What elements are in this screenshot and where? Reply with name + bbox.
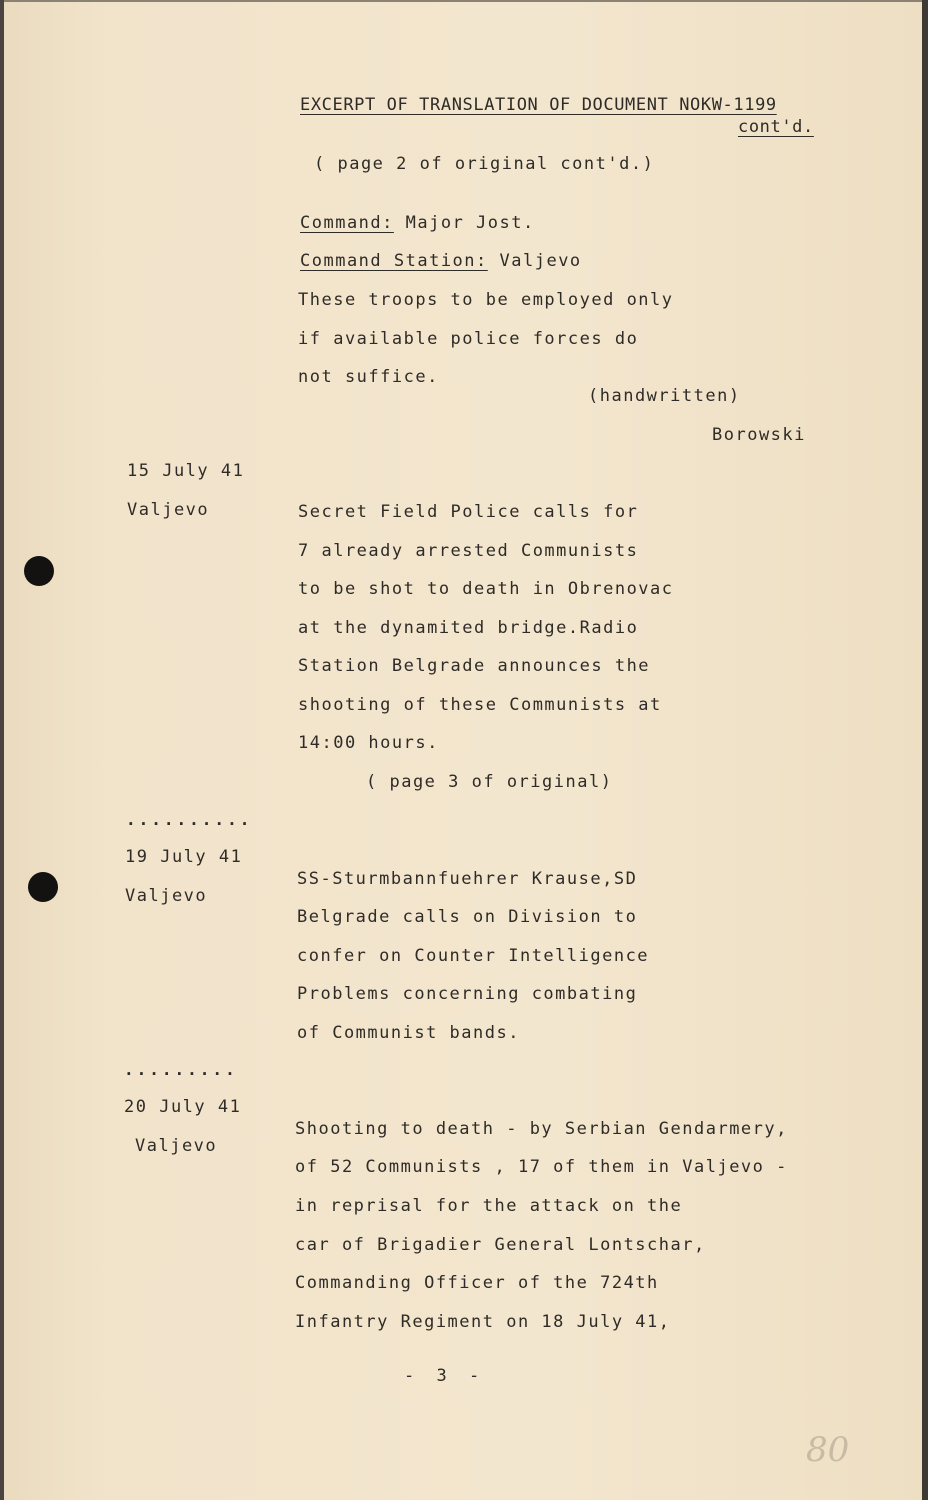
entry-date: 20 July 41 <box>124 1097 242 1117</box>
entry-line: 7 already arrested Communists <box>298 541 639 561</box>
entry-line: confer on Counter Intelligence <box>297 946 650 966</box>
punch-hole-lower <box>28 872 58 902</box>
punch-hole-upper <box>24 556 54 586</box>
entry-place: Valjevo <box>125 886 208 906</box>
command-station-value: Valjevo <box>499 251 582 271</box>
handwritten-note: (handwritten) <box>588 386 741 406</box>
entry-date: 19 July 41 <box>125 847 243 867</box>
command-value: Major Jost. <box>405 213 535 233</box>
entry-line: Belgrade calls on Division to <box>297 907 638 927</box>
entry-line: Shooting to death - by Serbian Gendarmery, <box>295 1119 788 1139</box>
entry-place: Valjevo <box>127 500 210 520</box>
command-line <box>300 213 535 233</box>
entry-line: at the dynamited bridge.Radio <box>298 618 639 638</box>
entry-line: Commanding Officer of the 724th <box>295 1273 659 1293</box>
page-top-edge <box>0 0 928 2</box>
document-title-cont: cont'd. <box>738 117 814 137</box>
signature-name: Borowski <box>712 425 806 445</box>
handwritten-page-number: 80 <box>806 1430 850 1470</box>
entry-line: car of Brigadier General Lontschar, <box>295 1235 706 1255</box>
page-number: - 3 - <box>404 1366 486 1386</box>
entry-line: of Communist bands. <box>297 1023 520 1043</box>
entry-place: Valjevo <box>135 1136 218 1156</box>
entry-line: SS-Sturmbannfuehrer Krause,SD <box>297 869 638 889</box>
entry-line: of 52 Communists , 17 of them in Valjevo - <box>295 1157 788 1177</box>
page-left-edge <box>0 0 4 1500</box>
entry-line: Station Belgrade announces the <box>298 656 651 676</box>
troops-line-1: These troops to be employed only <box>298 290 674 310</box>
entry-date: 15 July 41 <box>127 461 245 481</box>
separator-dots: ......... <box>124 1060 238 1079</box>
entry-line: 14:00 hours. <box>298 733 439 753</box>
entry-line: shooting of these Communists at <box>298 695 662 715</box>
command-station-label: Command Station: <box>300 251 488 271</box>
page-note: ( page 2 of original cont'd.) <box>314 154 655 174</box>
separator-dots: .......... <box>126 810 253 829</box>
entry-line: in reprisal for the attack on the <box>295 1196 683 1216</box>
troops-line-3: not suffice. <box>298 367 439 387</box>
command-station-line <box>300 251 582 271</box>
page-right-edge <box>922 0 928 1500</box>
entry-line: to be shot to death in Obrenovac <box>298 579 674 599</box>
troops-line-2: if available police forces do <box>298 329 639 349</box>
entry-line: Problems concerning combating <box>297 984 638 1004</box>
entry-line: Secret Field Police calls for <box>298 502 639 522</box>
entry-line: Infantry Regiment on 18 July 41, <box>295 1312 671 1332</box>
document-title: EXCERPT OF TRANSLATION OF DOCUMENT NOKW-1199 <box>300 95 777 115</box>
page-note: ( page 3 of original) <box>366 772 613 792</box>
command-label: Command: <box>300 213 394 233</box>
